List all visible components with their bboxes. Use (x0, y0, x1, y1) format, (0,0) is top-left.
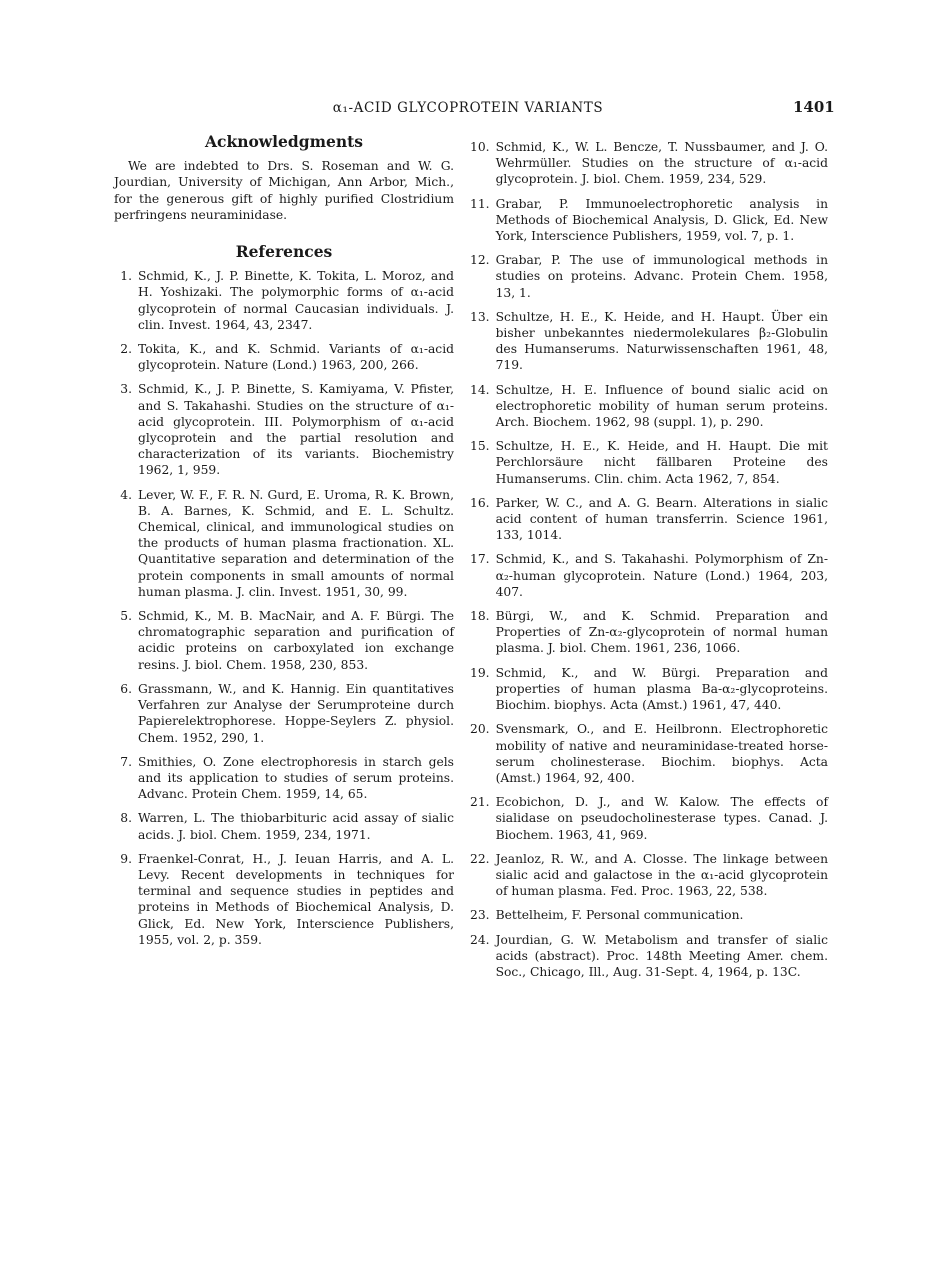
reference-item (470, 139, 828, 188)
reference-text: Schmid, K., and S. Takahashi. Polymorphism of Zn-α₂-human glycoprotein. Nature (Lond.) 1964, 203, 407. (495, 552, 828, 599)
reference-item (470, 907, 828, 923)
reference-text: Jourdian, G. W. Metabolism and transfer of sialic acids (abstract). Proc. 148th Meeting Amer. chem. Soc., Chicago, Ill., Aug. 31-Sept. 4, 1964, p. 13C. (495, 932, 828, 979)
reference-item (470, 495, 828, 544)
reference-item (470, 608, 828, 657)
reference-number: 3. (120, 382, 132, 397)
reference-number: 5. (120, 609, 132, 624)
reference-item (114, 608, 454, 673)
right-column (470, 139, 828, 988)
reference-list-right (470, 139, 828, 980)
reference-text: Tokita, K., and K. Schmid. Variants of α₁-acid glycoprotein. Nature (Lond.) 1963, 200, 266. (138, 342, 454, 373)
reference-text: Parker, W. C., and A. G. Bearn. Alterations in sialic acid content of human transferrin. Science 1961, 133, 1014. (495, 495, 828, 543)
reference-text: Schmid, K., M. B. MacNair, and A. F. Bürgi. The chromatographic separation and purification of acidic proteins on carboxylated ion exchange resins. J. biol. Chem. 1958, 230, 853. (138, 609, 454, 672)
reference-item (470, 665, 828, 714)
reference-text: Warren, L. The thiobarbituric acid assay of sialic acids. J. biol. Chem. 1959, 234, 1971. (138, 811, 454, 842)
reference-text: Fraenkel-Conrat, H., J. Ieuan Harris, and A. L. Levy. Recent developments in techniques for terminal and sequence studies in peptides and proteins in Methods of Biochemical Analysis, D. Glick, Ed. New York, Interscience Publishers, 1955, vol. 2, p. 359. (138, 851, 454, 947)
reference-number: 16. (470, 495, 490, 510)
reference-text: Schultze, H. E., K. Heide, and H. Haupt. Die mit Perchlorsäure nicht fällbaren Proteine des Humanserums. Clin. chim. Acta 1962, 7, 854. (495, 439, 828, 486)
reference-number: 18. (470, 609, 490, 624)
reference-item (114, 810, 454, 842)
running-title: α₁-ACID GLYCOPROTEIN VARIANTS (332, 100, 604, 116)
reference-item (470, 382, 828, 431)
reference-number: 7. (120, 754, 132, 769)
reference-number: 24. (470, 932, 490, 947)
reference-text: Grassmann, W., and K. Hannig. Ein quantitatives Verfahren zur Analyse der Serumproteine durch Papierelektrophorese. Hoppe-Seylers Z. physiol. Chem. 1952, 290, 1. (138, 681, 454, 745)
reference-number: 9. (120, 851, 132, 866)
reference-text: Ecobichon, D. J., and W. Kalow. The effects of sialidase on pseudocholinesterase types. Canad. J. Biochem. 1963, 41, 969. (495, 795, 828, 842)
reference-text: Svensmark, O., and E. Heilbronn. Electrophoretic mobility of native and neuraminidase-treated horse-serum cholinesterase. Biochim. biophys. Acta (Amst.) 1964, 92, 400. (495, 722, 828, 785)
references-heading: References (235, 242, 333, 262)
reference-item (470, 721, 828, 786)
reference-item (470, 252, 828, 301)
reference-item (114, 487, 454, 600)
reference-item (470, 438, 828, 487)
reference-item (470, 851, 828, 900)
reference-item (470, 794, 828, 843)
reference-item (114, 381, 454, 478)
reference-number: 2. (120, 342, 132, 357)
reference-text: Schmid, K., J. P. Binette, S. Kamiyama, V. Pfister, and S. Takahashi. Studies on the structure of α₁-acid glycoprotein. III. Polymorphism of α₁-acid glycoprotein and the partial resolution and characterization of its variants. Biochemistry 1962, 1, 959. (138, 382, 454, 478)
reference-number: 14. (470, 382, 490, 397)
reference-text: Bürgi, W., and K. Schmid. Preparation and Properties of Zn-α₂-glycoprotein of normal human plasma. J. biol. Chem. 1961, 236, 1066. (495, 609, 828, 656)
reference-number: 17. (470, 552, 490, 567)
reference-item (114, 268, 454, 333)
reference-number: 15. (470, 439, 490, 454)
page-number: 1401 (793, 98, 835, 116)
reference-item (114, 341, 454, 373)
reference-text: Schultze, H. E., K. Heide, and H. Haupt. Über ein bisher unbekanntes niedermolekulares β₂-Globulin des Humanserums. Naturwissenschaften 1961, 48, 719. (495, 309, 828, 373)
reference-text: Smithies, O. Zone electrophoresis in starch gels and its application to studies of serum proteins. Advanc. Protein Chem. 1959, 14, 65. (138, 754, 454, 802)
reference-item (114, 851, 454, 948)
reference-number: 1. (120, 269, 132, 284)
reference-item (114, 681, 454, 746)
reference-text: Grabar, P. Immunoelectrophoretic analysis in Methods of Biochemical Analysis, D. Glick, Ed. New York, Interscience Publishers, 1959, vol. 7, p. 1. (495, 196, 828, 244)
reference-list-left (114, 268, 454, 948)
reference-text: Schmid, K., and W. Bürgi. Preparation and properties of human plasma Ba-α₂-glycoproteins. Biochim. biophys. Acta (Amst.) 1961, 47, 440. (495, 665, 828, 713)
reference-number: 21. (470, 795, 490, 810)
reference-item (470, 196, 828, 245)
reference-number: 13. (470, 309, 490, 324)
reference-text: Jeanloz, R. W., and A. Closse. The linkage between sialic acid and galactose in the α₁-acid glycoprotein of human plasma. Fed. Proc. 1963, 22, 538. (495, 851, 828, 899)
reference-number: 4. (120, 487, 132, 502)
reference-number: 23. (470, 908, 490, 923)
reference-item (470, 309, 828, 374)
reference-number: 22. (470, 851, 490, 866)
reference-text: Schmid, K., J. P. Binette, K. Tokita, L. Moroz, and H. Yoshizaki. The polymorphic forms of α₁-acid glycoprotein of normal Caucasian individuals. J. clin. Invest. 1964, 43, 2347. (138, 269, 454, 332)
left-column (114, 134, 454, 956)
reference-item (470, 932, 828, 981)
acknowledgments-heading: Acknowledgments (205, 132, 363, 151)
reference-number: 20. (470, 722, 490, 737)
reference-text: Lever, W. F., F. R. N. Gurd, E. Uroma, R. K. Brown, B. A. Barnes, K. Schmid, and E. L. Schultz. Chemical, clinical, and immunological studies on the products of human plasma fractionation. XL. Quantitative separation and determination of the protein components in small amounts of normal human plasma. J. clin. Invest. 1951, 30, 99. (138, 487, 454, 599)
reference-number: 19. (470, 665, 490, 680)
reference-number: 12. (470, 253, 490, 268)
reference-text: Bettelheim, F. Personal communication. (495, 908, 744, 923)
reference-number: 6. (120, 681, 132, 696)
reference-number: 11. (470, 196, 490, 211)
reference-text: Grabar, P. The use of immunological methods in studies on proteins. Advanc. Protein Chem. 1958, 13, 1. (495, 253, 828, 300)
reference-text: Schmid, K., W. L. Bencze, T. Nussbaumer, and J. O. Wehrmüller. Studies on the structure of α₁-acid glycoprotein. J. biol. Chem. 1959, 234, 529. (495, 140, 828, 187)
reference-item (114, 754, 454, 803)
reference-number: 10. (470, 140, 490, 154)
reference-item (470, 551, 828, 600)
reference-number: 8. (120, 811, 132, 826)
reference-text: Schultze, H. E. Influence of bound sialic acid on electrophoretic mobility of human serum proteins. Arch. Biochem. 1962, 98 (suppl. 1), p. 290. (495, 382, 828, 430)
acknowledgments-text: We are indebted to Drs. S. Roseman and W. G. Jourdian, University of Michigan, Ann Arbor, Mich., for the generous gift of highly purified Clostridium perfringens neuraminidase. (114, 159, 454, 222)
